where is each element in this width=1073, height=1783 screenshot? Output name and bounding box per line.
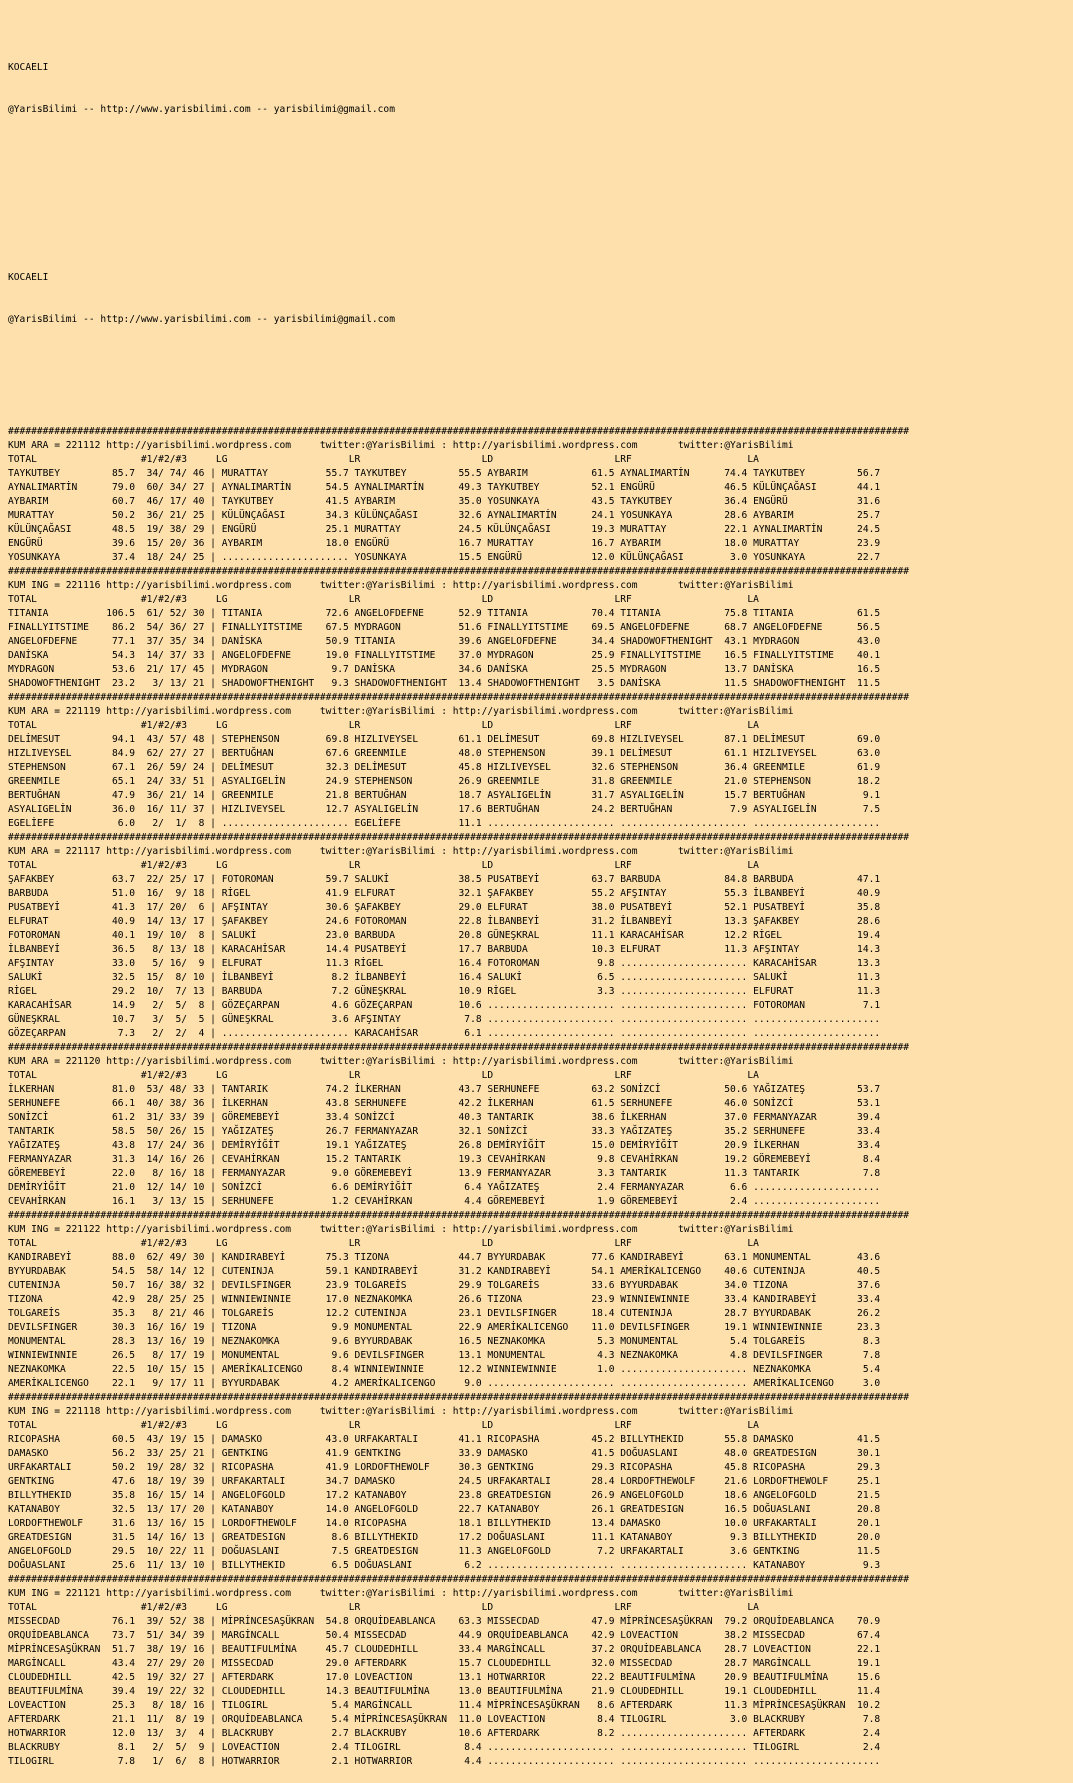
result-row: DANİSKA 54.3 14/ 37/ 33 | ANGELOFDEFNE 19.0 FINALLYITSTIME 37.0 MYDRAGON 25.9 FINALLYITSTIME 16.5 FINALLYITSTIME 40.1 xyxy=(8,650,881,661)
result-row: GÖREMEBEYİ 22.0 8/ 16/ 18 | FERMANYAZAR 9.0 GÖREMEBEYİ 13.9 FERMANYAZAR 3.3 TANTARIK 11.3 TANTARIK 7.8 xyxy=(8,1168,881,1179)
result-row: ŞAFAKBEY 63.7 22/ 25/ 17 | FOTOROMAN 59.7 SALUKİ 38.5 PUSATBEYİ 63.7 BARBUDA 84.8 BARBUDA 47.1 xyxy=(8,874,881,885)
result-row: TANTARIK 58.5 50/ 26/ 15 | YAĞIZATEŞ 26.7 FERMANYAZAR 32.1 SONİZCİ 33.3 YAĞIZATEŞ 35.2 SERHUNEFE 33.4 xyxy=(8,1126,881,1137)
result-row: ELFURAT 40.9 14/ 13/ 17 | ŞAFAKBEY 24.6 FOTOROMAN 22.8 İLBANBEYİ 31.2 İLBANBEYİ 13.3 ŞAFAKBEY 28.6 xyxy=(8,916,881,927)
result-row: MARGİNCALL 43.4 27/ 29/ 20 | MISSECDAD 29.0 AFTERDARK 15.7 CLOUDEDHILL 32.0 MISSECDAD 28.7 MARGİNCALL 19.1 xyxy=(8,1658,881,1669)
result-row: YAĞIZATEŞ 43.8 17/ 24/ 36 | DEMİRYİĞİT 19.1 YAĞIZATEŞ 26.8 DEMİRYİĞİT 15.0 DEMİRYİĞİT 20.9 İLKERHAN 33.4 xyxy=(8,1140,881,1151)
result-row: CEVAHİRKAN 16.1 3/ 13/ 15 | SERHUNEFE 1.2 CEVAHİRKAN 4.4 GÖREMEBEYİ 1.9 GÖREMEBEYİ 2.4 ...................... xyxy=(8,1196,881,1207)
race-block-kum-ara-221120 xyxy=(8,1041,1073,1209)
separator-line: ############################################################################################################################################################ xyxy=(8,1392,910,1403)
result-row: AYNALIMARTİN 79.0 60/ 34/ 27 | AYNALIMARTİN 54.5 AYNALIMARTİN 49.3 TAYKUTBEY 52.1 ENGÜRÜ 46.5 KÜLÜNÇAĞASI 44.1 xyxy=(8,482,881,493)
result-row: SERHUNEFE 66.1 40/ 38/ 36 | İLKERHAN 43.8 SERHUNEFE 42.2 İLKERHAN 61.5 SERHUNEFE 46.0 SONİZCİ 53.1 xyxy=(8,1098,881,1109)
result-row: DEVILSFINGER 30.3 16/ 16/ 19 | TIZONA 9.9 MONUMENTAL 22.9 AMERİKALICENGO 11.0 DEVILSFINGER 19.1 WINNIEWINNIE 23.3 xyxy=(8,1322,881,1333)
race-blocks xyxy=(8,425,1073,1769)
header-line xyxy=(8,145,1073,159)
result-row: BEAUTIFULMİNA 39.4 19/ 22/ 32 | CLOUDEDHILL 14.3 BEAUTIFULMİNA 13.0 BEAUTIFULMİNA 21.9 CLOUDEDHILL 19.1 CLOUDEDHILL 11.4 xyxy=(8,1686,881,1697)
column-headers: TOTAL #1/#2/#3 LG LR LD LRF LA xyxy=(8,720,759,731)
column-headers: TOTAL #1/#2/#3 LG LR LD LRF LA xyxy=(8,860,759,871)
result-row: GREENMILE 65.1 24/ 33/ 51 | ASYALIGELİN 24.9 STEPHENSON 26.9 GREENMILE 31.8 GREENMILE 21.0 STEPHENSON 18.2 xyxy=(8,776,881,787)
header-line: @YarisBilimi -- http://www.yarisbilimi.com -- yarisbilimi@gmail.com xyxy=(8,104,395,115)
result-row: KARACAHİSAR 14.9 2/ 5/ 8 | GÖZEÇARPAN 4.6 GÖZEÇARPAN 10.6 ...................... ...................... FOTOROMAN 7.1 xyxy=(8,1000,881,1011)
result-row: MONUMENTAL 28.3 13/ 16/ 19 | NEZNAKOMKA 9.6 BYYURDABAK 16.5 NEZNAKOMKA 5.3 MONUMENTAL 5.4 TOLGAREİS 8.3 xyxy=(8,1336,881,1347)
result-row: TAYKUTBEY 85.7 34/ 74/ 46 | MURATTAY 55.7 TAYKUTBEY 55.5 AYBARIM 61.5 AYNALIMARTİN 74.4 TAYKUTBEY 56.7 xyxy=(8,468,881,479)
result-row: KANDIRABEYİ 88.0 62/ 49/ 30 | KANDIRABEYİ 75.3 TIZONA 44.7 BYYURDABAK 77.6 KANDIRABEYİ 63.1 MONUMENTAL 43.6 xyxy=(8,1252,881,1263)
result-row: ANGELOFDEFNE 77.1 37/ 35/ 34 | DANİSKA 50.9 TITANIA 39.6 ANGELOFDEFNE 34.4 SHADOWOFTHENIGHT 43.1 MYDRAGON 43.0 xyxy=(8,636,881,647)
result-row: MİPRİNCESAŞÜKRAN 51.7 38/ 19/ 16 | BEAUTIFULMİNA 45.7 CLOUDEDHILL 33.4 MARGİNCALL 37.2 ORQUİDEABLANCA 28.7 LOVEACTION 22.1 xyxy=(8,1644,881,1655)
column-headers: TOTAL #1/#2/#3 LG LR LD LRF LA xyxy=(8,1602,759,1613)
race-title: KUM ING = 221121 http://yarisbilimi.wordpress.com twitter:@YarisBilimi : http://yarisbilimi.wordpress.com twitter:@YarisBilimi xyxy=(8,1588,794,1599)
result-row: YOSUNKAYA 37.4 18/ 24/ 25 | ...................... YOSUNKAYA 15.5 ENGÜRÜ 12.0 KÜLÜNÇAĞASI 3.0 YOSUNKAYA 22.7 xyxy=(8,552,881,563)
result-row: DEMİRYİĞİT 21.0 12/ 14/ 10 | SONİZCİ 6.6 DEMİRYİĞİT 6.4 YAĞIZATEŞ 2.4 FERMANYAZAR 6.6 ...................... xyxy=(8,1182,881,1193)
result-row: KÜLÜNÇAĞASI 48.5 19/ 38/ 29 | ENGÜRÜ 25.1 MURATTAY 24.5 KÜLÜNÇAĞASI 19.3 MURATTAY 22.1 AYNALIMARTİN 24.5 xyxy=(8,524,881,535)
result-row: BILLYTHEKID 35.8 16/ 15/ 14 | ANGELOFGOLD 17.2 KATANABOY 23.8 GREATDESIGN 26.9 ANGELOFGOLD 18.6 ANGELOFGOLD 21.5 xyxy=(8,1490,881,1501)
race-title: KUM ING = 221122 http://yarisbilimi.wordpress.com twitter:@YarisBilimi : http://yarisbilimi.wordpress.com twitter:@YarisBilimi xyxy=(8,1224,794,1235)
result-row: KATANABOY 32.5 13/ 17/ 20 | KATANABOY 14.0 ANGELOFGOLD 22.7 KATANABOY 26.1 GREATDESIGN 16.5 DOĞUASLANI 20.8 xyxy=(8,1504,881,1515)
result-row: SALUKİ 32.5 15/ 8/ 10 | İLBANBEYİ 8.2 İLBANBEYİ 16.4 SALUKİ 6.5 ...................... SALUKİ 11.3 xyxy=(8,972,881,983)
result-row: İLKERHAN 81.0 53/ 48/ 33 | TANTARIK 74.2 İLKERHAN 43.7 SERHUNEFE 63.2 SONİZCİ 50.6 YAĞIZATEŞ 53.7 xyxy=(8,1084,881,1095)
result-row: BYYURDABAK 54.5 58/ 14/ 12 | CUTENINJA 59.1 KANDIRABEYİ 31.2 KANDIRABEYİ 54.1 AMERİKALICENGO 40.6 CUTENINJA 40.5 xyxy=(8,1266,881,1277)
result-row: ORQUİDEABLANCA 73.7 51/ 34/ 39 | MARGİNCALL 50.4 MISSECDAD 44.9 ORQUİDEABLANCA 42.9 LOVEACTION 38.2 MISSECDAD 67.4 xyxy=(8,1630,881,1641)
race-block-kum-ara-221117 xyxy=(8,831,1073,1041)
result-row: GREATDESIGN 31.5 14/ 16/ 13 | GREATDESIGN 8.6 BILLYTHEKID 17.2 DOĞUASLANI 11.1 KATANABOY 9.3 BILLYTHEKID 20.0 xyxy=(8,1532,881,1543)
result-row: CLOUDEDHILL 42.5 19/ 32/ 27 | AFTERDARK 17.0 LOVEACTION 13.1 HOTWARRIOR 22.2 BEAUTIFULMİNA 20.9 BEAUTIFULMİNA 15.6 xyxy=(8,1672,881,1683)
result-row: AMERİKALICENGO 22.1 9/ 17/ 11 | BYYURDABAK 4.2 AMERİKALICENGO 9.0 ...................... ...................... AMERİKALICENGO 3.0 xyxy=(8,1378,881,1389)
header-line xyxy=(8,229,1073,243)
race-title: KUM ING = 221116 http://yarisbilimi.wordpress.com twitter:@YarisBilimi : http://yarisbilimi.wordpress.com twitter:@YarisBilimi xyxy=(8,580,794,591)
header-line: KOCAELI xyxy=(8,62,49,73)
result-row: AFŞINTAY 33.0 5/ 16/ 9 | ELFURAT 11.3 RİGEL 16.4 FOTOROMAN 9.8 ...................... KARACAHİSAR 13.3 xyxy=(8,958,881,969)
result-row: SONİZCİ 61.2 31/ 33/ 39 | GÖREMEBEYİ 33.4 SONİZCİ 40.3 TANTARIK 38.6 İLKERHAN 37.0 FERMANYAZAR 39.4 xyxy=(8,1112,881,1123)
result-row: FINALLYITSTIME 86.2 54/ 36/ 27 | FINALLYITSTIME 67.5 MYDRAGON 51.6 FINALLYITSTIME 69.5 ANGELOFDEFNE 68.7 ANGELOFDEFNE 56.5 xyxy=(8,622,881,633)
separator-line: ############################################################################################################################################################ xyxy=(8,1574,910,1585)
result-row: GÜNEŞKRAL 10.7 3/ 5/ 5 | GÜNEŞKRAL 3.6 AFŞINTAY 7.8 ...................... ...................... ...................... xyxy=(8,1014,881,1025)
result-row: FERMANYAZAR 31.3 14/ 16/ 26 | CEVAHİRKAN 15.2 TANTARIK 19.3 CEVAHİRKAN 9.8 CEVAHİRKAN 19.2 GÖREMEBEYİ 8.4 xyxy=(8,1154,881,1165)
race-block-kum-ara-221119 xyxy=(8,691,1073,831)
result-row: GÖZEÇARPAN 7.3 2/ 2/ 4 | ...................... KARACAHİSAR 6.1 ...................... ...................... ...................... xyxy=(8,1028,881,1039)
header-line xyxy=(8,355,1073,369)
result-row: GENTKING 47.6 18/ 19/ 39 | URFAKARTALI 34.7 DAMASKO 24.5 URFAKARTALI 28.4 LORDOFTHEWOLF 21.6 LORDOFTHEWOLF 25.1 xyxy=(8,1476,881,1487)
header-line: @YarisBilimi -- http://www.yarisbilimi.com -- yarisbilimi@gmail.com xyxy=(8,314,395,325)
result-row: HOTWARRIOR 12.0 13/ 3/ 4 | BLACKRUBY 2.7 BLACKRUBY 10.6 AFTERDARK 8.2 ...................... AFTERDARK 2.4 xyxy=(8,1728,881,1739)
result-row: URFAKARTALI 50.2 19/ 28/ 32 | RICOPASHA 41.9 LORDOFTHEWOLF 30.3 GENTKING 29.3 RICOPASHA 45.8 RICOPASHA 29.3 xyxy=(8,1462,881,1473)
header-line xyxy=(8,187,1073,201)
header-section xyxy=(8,33,1073,397)
result-row: BERTUĞHAN 47.9 36/ 21/ 14 | GREENMILE 21.8 BERTUĞHAN 18.7 ASYALIGELİN 31.7 ASYALIGELİN 15.7 BERTUĞHAN 9.1 xyxy=(8,790,881,801)
result-row: MYDRAGON 53.6 21/ 17/ 45 | MYDRAGON 9.7 DANİSKA 34.6 DANİSKA 25.5 MYDRAGON 13.7 DANİSKA 16.5 xyxy=(8,664,881,675)
result-row: TOLGAREİS 35.3 8/ 21/ 46 | TOLGAREİS 12.2 CUTENINJA 23.1 DEVILSFINGER 18.4 CUTENINJA 28.7 BYYURDABAK 26.2 xyxy=(8,1308,881,1319)
column-headers: TOTAL #1/#2/#3 LG LR LD LRF LA xyxy=(8,454,759,465)
result-row: EGELİEFE 6.0 2/ 1/ 8 | ...................... EGELİEFE 11.1 ...................... ...................... ...................... xyxy=(8,818,881,829)
column-headers: TOTAL #1/#2/#3 LG LR LD LRF LA xyxy=(8,1238,759,1249)
race-title: KUM ING = 221118 http://yarisbilimi.wordpress.com twitter:@YarisBilimi : http://yarisbilimi.wordpress.com twitter:@YarisBilimi xyxy=(8,1406,794,1417)
separator-line: ############################################################################################################################################################ xyxy=(8,566,910,577)
result-row: HIZLIVEYSEL 84.9 62/ 27/ 27 | BERTUĞHAN 67.6 GREENMILE 48.0 STEPHENSON 39.1 DELİMESUT 61.1 HIZLIVEYSEL 63.0 xyxy=(8,748,881,759)
result-row: LORDOFTHEWOLF 31.6 13/ 16/ 15 | LORDOFTHEWOLF 14.0 RICOPASHA 18.1 BILLYTHEKID 13.4 DAMASKO 10.0 URFAKARTALI 20.1 xyxy=(8,1518,881,1529)
column-headers: TOTAL #1/#2/#3 LG LR LD LRF LA xyxy=(8,594,759,605)
race-title: KUM ARA = 221117 http://yarisbilimi.wordpress.com twitter:@YarisBilimi : http://yarisbilimi.wordpress.com twitter:@YarisBilimi xyxy=(8,846,794,857)
column-headers: TOTAL #1/#2/#3 LG LR LD LRF LA xyxy=(8,1070,759,1081)
header-line: KOCAELI xyxy=(8,272,49,283)
result-row: DOĞUASLANI 25.6 11/ 13/ 10 | BILLYTHEKID 6.5 DOĞUASLANI 6.2 ...................... ...................... KATANABOY 9.3 xyxy=(8,1560,881,1571)
result-row: PUSATBEYİ 41.3 17/ 20/ 6 | AFŞINTAY 30.6 ŞAFAKBEY 29.0 ELFURAT 38.0 PUSATBEYİ 52.1 PUSATBEYİ 35.8 xyxy=(8,902,881,913)
race-block-kum-ing-221122 xyxy=(8,1209,1073,1391)
result-row: AFTERDARK 21.1 11/ 8/ 19 | ORQUİDEABLANCA 5.4 MİPRİNCESAŞÜKRAN 11.0 LOVEACTION 8.4 TILOGIRL 3.0 BLACKRUBY 7.8 xyxy=(8,1714,881,1725)
column-headers: TOTAL #1/#2/#3 LG LR LD LRF LA xyxy=(8,1420,759,1431)
race-title: KUM ARA = 221119 http://yarisbilimi.wordpress.com twitter:@YarisBilimi : http://yarisbilimi.wordpress.com twitter:@YarisBilimi xyxy=(8,706,794,717)
result-row: TIZONA 42.9 28/ 25/ 25 | WINNIEWINNIE 17.0 NEZNAKOMKA 26.6 TIZONA 23.9 WINNIEWINNIE 33.4 KANDIRABEYİ 33.4 xyxy=(8,1294,881,1305)
result-row: MURATTAY 50.2 36/ 21/ 25 | KÜLÜNÇAĞASI 34.3 KÜLÜNÇAĞASI 32.6 AYNALIMARTİN 24.1 YOSUNKAYA 28.6 AYBARIM 25.7 xyxy=(8,510,881,521)
result-row: BLACKRUBY 8.1 2/ 5/ 9 | LOVEACTION 2.4 TILOGIRL 8.4 ...................... ...................... TILOGIRL 2.4 xyxy=(8,1742,881,1753)
result-row: ANGELOFGOLD 29.5 10/ 22/ 11 | DOĞUASLANI 7.5 GREATDESIGN 11.3 ANGELOFGOLD 7.2 URFAKARTALI 3.6 GENTKING 11.5 xyxy=(8,1546,881,1557)
result-row: TILOGIRL 7.8 1/ 6/ 8 | HOTWARRIOR 2.1 HOTWARRIOR 4.4 ...................... ...................... ...................... xyxy=(8,1756,881,1767)
result-row: WINNIEWINNIE 26.5 8/ 17/ 19 | MONUMENTAL 9.6 DEVILSFINGER 13.1 MONUMENTAL 4.3 NEZNAKOMKA 4.8 DEVILSFINGER 7.8 xyxy=(8,1350,881,1361)
separator-line: ############################################################################################################################################################ xyxy=(8,832,910,843)
result-row: İLBANBEYİ 36.5 8/ 13/ 18 | KARACAHİSAR 14.4 PUSATBEYİ 17.7 BARBUDA 10.3 ELFURAT 11.3 AFŞINTAY 14.3 xyxy=(8,944,881,955)
result-row: DELİMESUT 94.1 43/ 57/ 48 | STEPHENSON 69.8 HIZLIVEYSEL 61.1 DELİMESUT 69.8 HIZLIVEYSEL 87.1 DELİMESUT 69.0 xyxy=(8,734,881,745)
separator-line: ############################################################################################################################################################ xyxy=(8,1042,910,1053)
race-block-kum-ara-221112 xyxy=(8,425,1073,565)
result-row: RICOPASHA 60.5 43/ 19/ 15 | DAMASKO 43.0 URFAKARTALI 41.1 RICOPASHA 45.2 BILLYTHEKID 55.8 DAMASKO 41.5 xyxy=(8,1434,881,1445)
race-block-kum-ing-221118 xyxy=(8,1391,1073,1573)
result-row: SHADOWOFTHENIGHT 23.2 3/ 13/ 21 | SHADOWOFTHENIGHT 9.3 SHADOWOFTHENIGHT 13.4 SHADOWOFTHENIGHT 3.5 DANİSKA 11.5 SHADOWOFTHENIGHT 11.5 xyxy=(8,678,881,689)
result-row: STEPHENSON 67.1 26/ 59/ 24 | DELİMESUT 32.3 DELİMESUT 45.8 HIZLIVEYSEL 32.6 STEPHENSON 36.4 GREENMILE 61.9 xyxy=(8,762,881,773)
result-row: AYBARIM 60.7 46/ 17/ 40 | TAYKUTBEY 41.5 AYBARIM 35.0 YOSUNKAYA 43.5 TAYKUTBEY 36.4 ENGÜRÜ 31.6 xyxy=(8,496,881,507)
separator-line: ############################################################################################################################################################ xyxy=(8,692,910,703)
result-row: TITANIA 106.5 61/ 52/ 30 | TITANIA 72.6 ANGELOFDEFNE 52.9 TITANIA 70.4 TITANIA 75.8 TITANIA 61.5 xyxy=(8,608,881,619)
result-row: LOVEACTION 25.3 8/ 18/ 16 | TILOGIRL 5.4 MARGİNCALL 11.4 MİPRİNCESAŞÜKRAN 8.6 AFTERDARK 11.3 MİPRİNCESAŞÜKRAN 10.2 xyxy=(8,1700,881,1711)
separator-line: ############################################################################################################################################################ xyxy=(8,1210,910,1221)
race-block-kum-ing-221121 xyxy=(8,1573,1073,1769)
result-row: CUTENINJA 50.7 16/ 38/ 32 | DEVILSFINGER 23.9 TOLGAREİS 29.9 TOLGAREİS 33.6 BYYURDABAK 34.0 TIZONA 37.6 xyxy=(8,1280,881,1291)
result-row: RİGEL 29.2 10/ 7/ 13 | BARBUDA 7.2 GÜNEŞKRAL 10.9 RİGEL 3.3 ...................... ELFURAT 11.3 xyxy=(8,986,881,997)
race-title: KUM ARA = 221120 http://yarisbilimi.wordpress.com twitter:@YarisBilimi : http://yarisbilimi.wordpress.com twitter:@YarisBilimi xyxy=(8,1056,794,1067)
result-row: NEZNAKOMKA 22.5 10/ 15/ 15 | AMERİKALICENGO 8.4 WINNIEWINNIE 12.2 WINNIEWINNIE 1.0 ...................... NEZNAKOMKA 5.4 xyxy=(8,1364,881,1375)
result-row: MISSECDAD 76.1 39/ 52/ 38 | MİPRİNCESAŞÜKRAN 54.8 ORQUİDEABLANCA 63.3 MISSECDAD 47.9 MİPRİNCESAŞÜKRAN 79.2 ORQUİDEABLANCA 70.9 xyxy=(8,1616,881,1627)
race-block-kum-ing-221116 xyxy=(8,565,1073,691)
separator-line: ############################################################################################################################################################ xyxy=(8,426,910,437)
result-row: ENGÜRÜ 39.6 15/ 20/ 36 | AYBARIM 18.0 ENGÜRÜ 16.7 MURATTAY 16.7 AYBARIM 18.0 MURATTAY 23.9 xyxy=(8,538,881,549)
result-row: BARBUDA 51.0 16/ 9/ 18 | RİGEL 41.9 ELFURAT 32.1 ŞAFAKBEY 55.2 AFŞINTAY 55.3 İLBANBEYİ 40.9 xyxy=(8,888,881,899)
result-row: ASYALIGELİN 36.0 16/ 11/ 37 | HIZLIVEYSEL 12.7 ASYALIGELİN 17.6 BERTUĞHAN 24.2 BERTUĞHAN 7.9 ASYALIGELİN 7.5 xyxy=(8,804,881,815)
result-row: DAMASKO 56.2 33/ 25/ 21 | GENTKING 41.9 GENTKING 33.9 DAMASKO 41.5 DOĞUASLANI 48.0 GREATDESIGN 30.1 xyxy=(8,1448,881,1459)
race-title: KUM ARA = 221112 http://yarisbilimi.wordpress.com twitter:@YarisBilimi : http://yarisbilimi.wordpress.com twitter:@YarisBilimi xyxy=(8,440,794,451)
result-row: FOTOROMAN 40.1 19/ 10/ 8 | SALUKİ 23.0 BARBUDA 20.8 GÜNEŞKRAL 11.1 KARACAHİSAR 12.2 RİGEL 19.4 xyxy=(8,930,881,941)
